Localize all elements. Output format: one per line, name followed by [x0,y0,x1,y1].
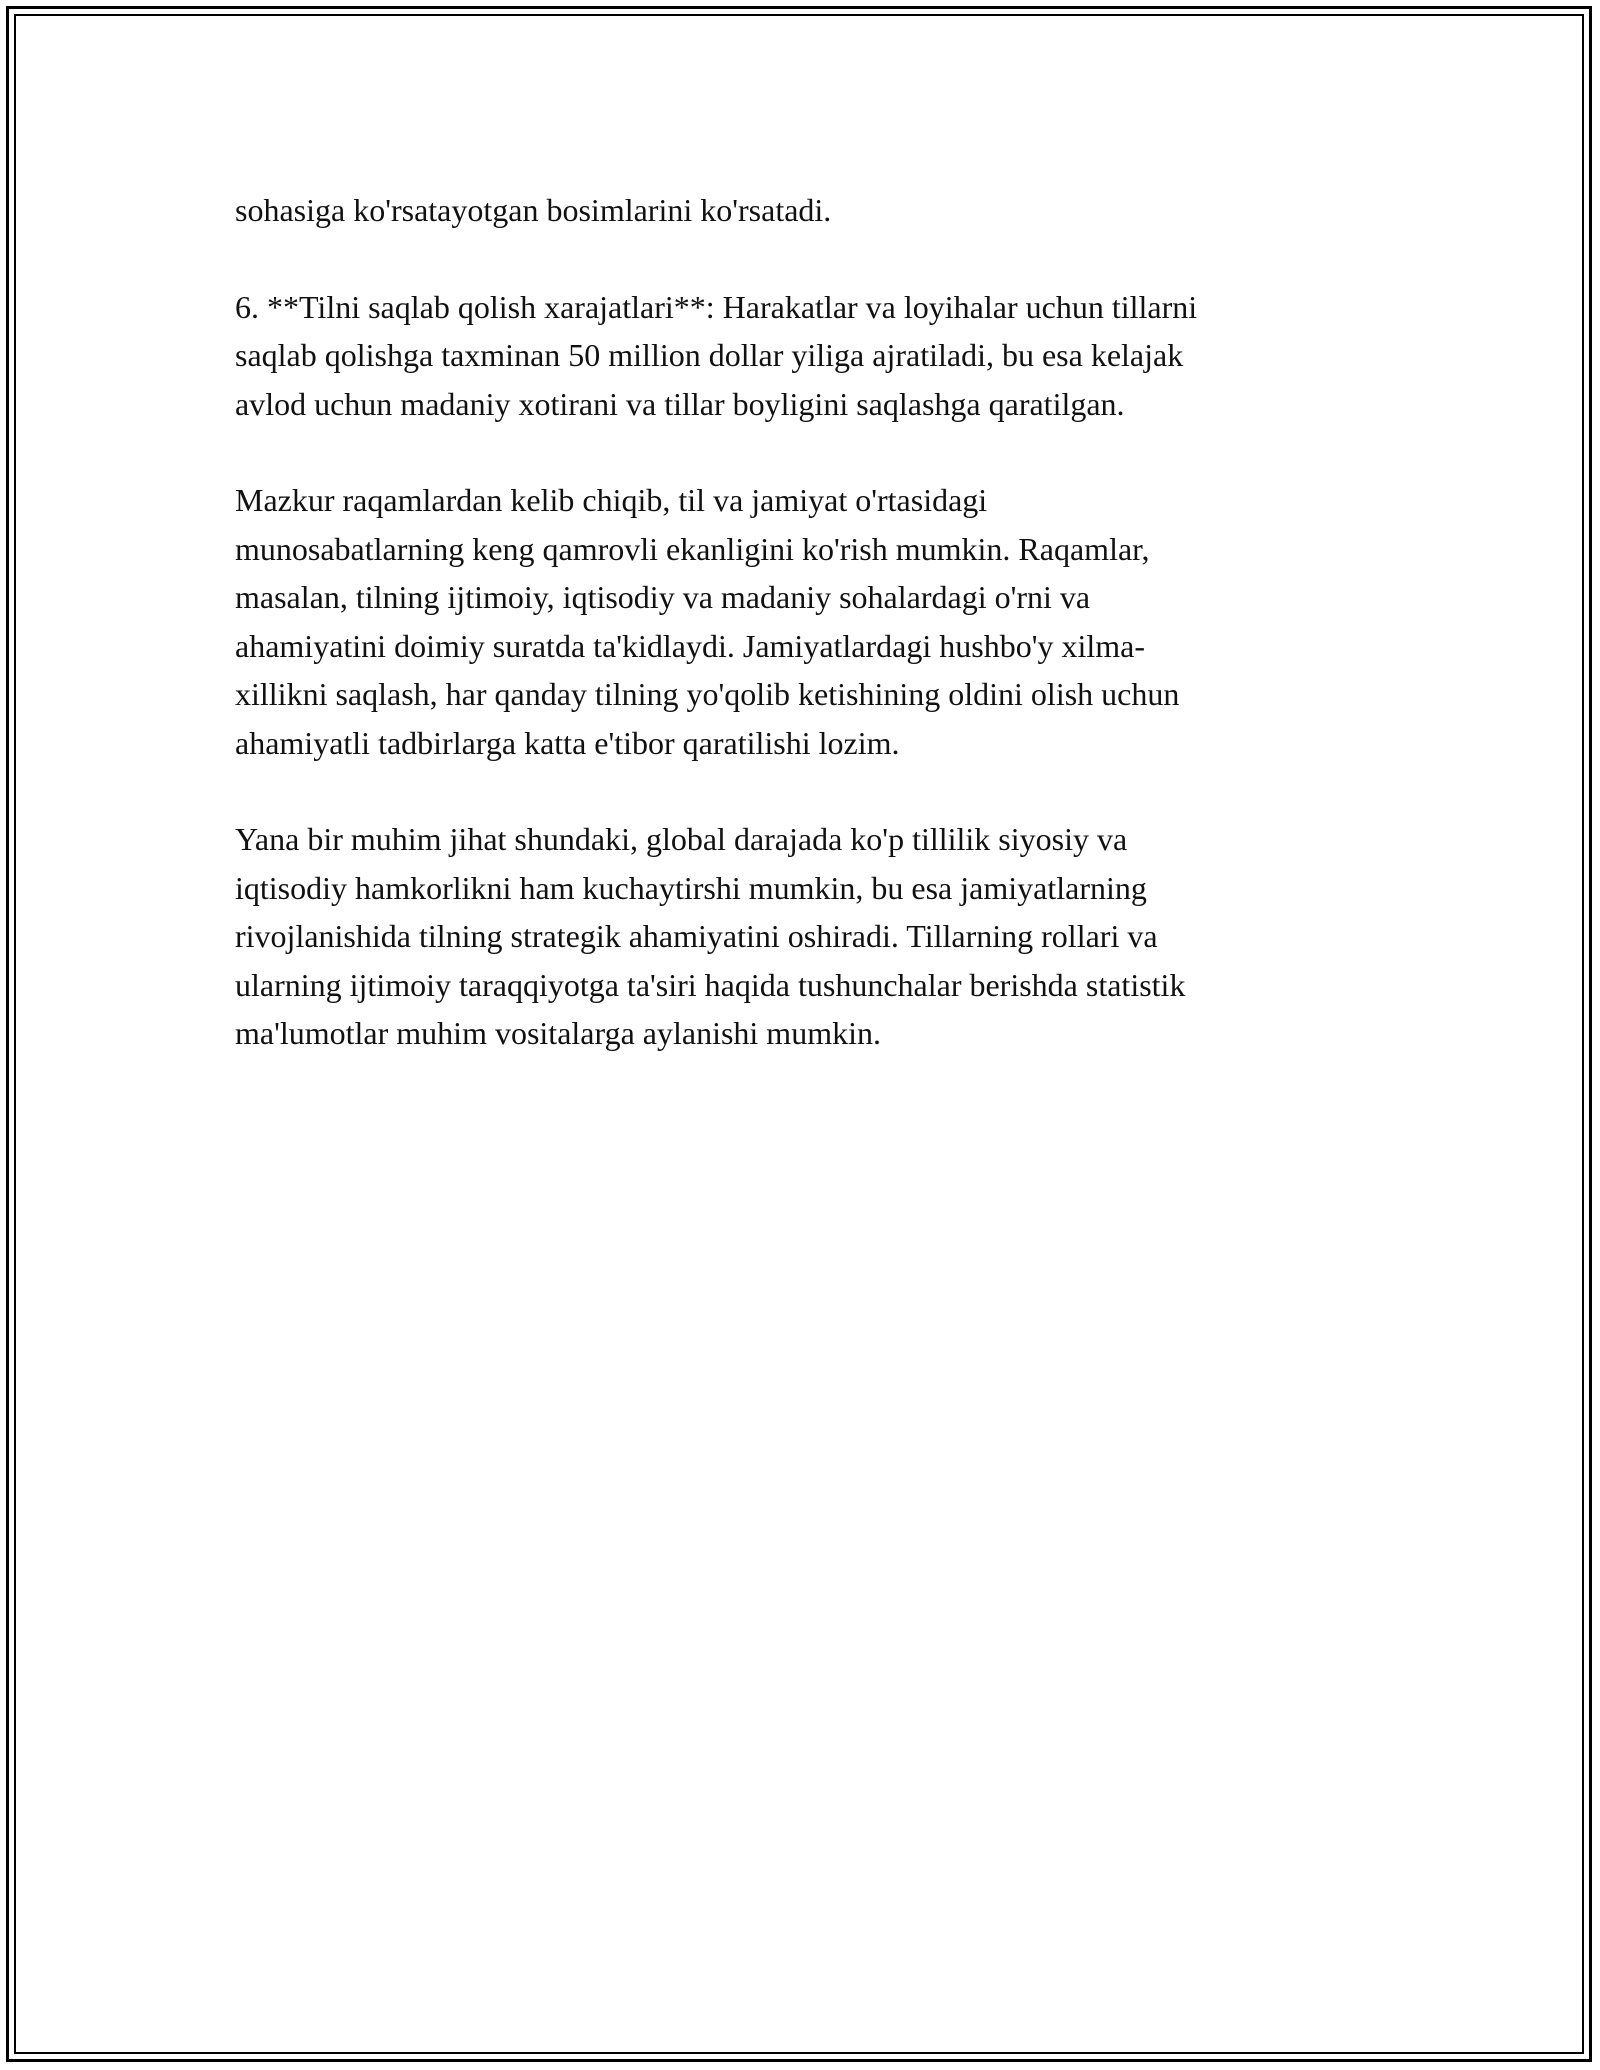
document-body [235,186,1370,1106]
paragraph-continuation: sohasiga ko'rsatayotgan bosimlarini ko'rsatadi. [235,192,832,228]
paragraph-conclusion: Yana bir muhim jihat shundaki, global darajada ko'p tillilik siyosiy va iqtisodiy hamkorlikni ham kuchaytirshi mumkin, bu esa jamiyatlarning rivojlanishida tilning strategik ahamiyatini oshiradi. Tillarning rollari va ularning ijtimoiy taraqqiyotga ta'siri haqida tushunchalar berishda statistik ma'lumotlar muhim vositalarga aylanishi mumkin. [235,821,1186,1051]
paragraph-list-item-6: 6. **Tilni saqlab qolish xarajatlari**: Harakatlar va loyihalar uchun tillarni saqlab qolishga taxminan 50 million dollar yiliga ajratiladi, bu esa kelajak avlod uchun madaniy xotirani va tillar boyligini saqlashga qaratilgan. [235,288,1198,422]
paragraph-analysis: Mazkur raqamlardan kelib chiqib, til va jamiyat o'rtasidagi munosabatlarning keng qamrovli ekanligini ko'rish mumkin. Raqamlar, masalan, tilning ijtimoiy, iqtisodiy va madaniy sohalardagi o'rni va ahamiyatini doimiy suratda ta'kidlaydi. Jamiyatlardagi hushbo'y xilma- xillikni saqlash, har qanday tilning yo'qolib ketishining oldini olish uchun ahamiyatli tadbirlarga katta e'tibor qaratilishi lozim. [235,482,1180,761]
